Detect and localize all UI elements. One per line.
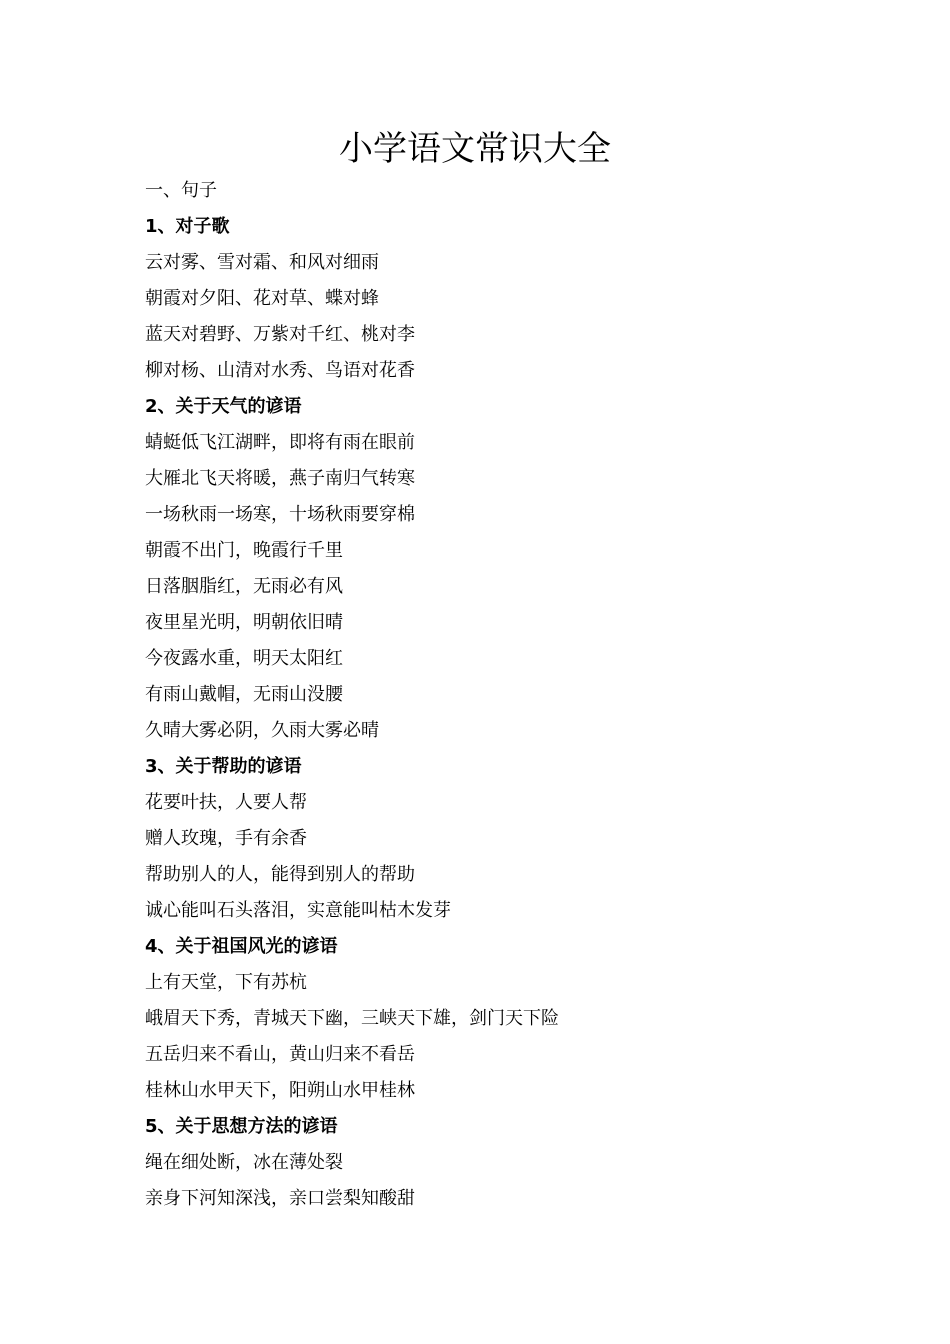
subheading: 4、关于祖国风光的谚语 — [145, 936, 338, 957]
text-line: 赠人玫瑰，手有余香 — [145, 828, 307, 849]
text-line: 日落胭脂红，无雨必有风 — [145, 576, 343, 597]
text-line: 诚心能叫石头落泪，实意能叫枯木发芽 — [145, 900, 451, 921]
group-helping-proverbs — [145, 749, 845, 929]
group-weather-proverbs — [145, 389, 845, 749]
group-thinking-proverbs — [145, 1109, 845, 1217]
text-line: 桂林山水甲天下，阳朔山水甲桂林 — [145, 1080, 415, 1101]
group-scenery-proverbs — [145, 929, 845, 1109]
text-line: 上有天堂，下有苏杭 — [145, 972, 307, 993]
text-line: 绳在细处断，冰在薄处裂 — [145, 1152, 343, 1173]
text-line: 亲身下河知深浅，亲口尝梨知酸甜 — [145, 1188, 415, 1209]
document-body — [145, 173, 845, 1217]
text-line: 柳对杨、山清对水秀、鸟语对花香 — [145, 360, 415, 381]
text-line: 蜻蜓低飞江湖畔，即将有雨在眼前 — [145, 432, 415, 453]
subheading: 3、关于帮助的谚语 — [145, 756, 302, 777]
text-line: 夜里星光明，明朝依旧晴 — [145, 612, 343, 633]
subheading: 2、关于天气的谚语 — [145, 396, 302, 417]
text-line: 久晴大雾必阴，久雨大雾必晴 — [145, 720, 379, 741]
text-line: 有雨山戴帽，无雨山没腰 — [145, 684, 343, 705]
text-line: 大雁北飞天将暖，燕子南归气转寒 — [145, 468, 415, 489]
text-line: 云对雾、雪对霜、和风对细雨 — [145, 252, 379, 273]
text-line: 一场秋雨一场寒，十场秋雨要穿棉 — [145, 504, 415, 525]
section-heading: 一、句子 — [145, 180, 217, 201]
text-line: 帮助别人的人，能得到别人的帮助 — [145, 864, 415, 885]
text-line: 朝霞对夕阳、花对草、蝶对蜂 — [145, 288, 379, 309]
text-line: 朝霞不出门，晚霞行千里 — [145, 540, 343, 561]
text-line: 五岳归来不看山，黄山归来不看岳 — [145, 1044, 415, 1065]
text-line: 今夜露水重，明天太阳红 — [145, 648, 343, 669]
group-couplet-song — [145, 209, 845, 389]
text-line: 峨眉天下秀，青城天下幽，三峡天下雄，剑门天下险 — [145, 1008, 559, 1029]
subheading: 5、关于思想方法的谚语 — [145, 1116, 338, 1137]
document-title: 小学语文常识大全 — [339, 129, 611, 169]
text-line: 花要叶扶，人要人帮 — [145, 792, 307, 813]
text-line: 蓝天对碧野、万紫对千红、桃对李 — [145, 324, 415, 345]
subheading: 1、对子歌 — [145, 216, 230, 237]
